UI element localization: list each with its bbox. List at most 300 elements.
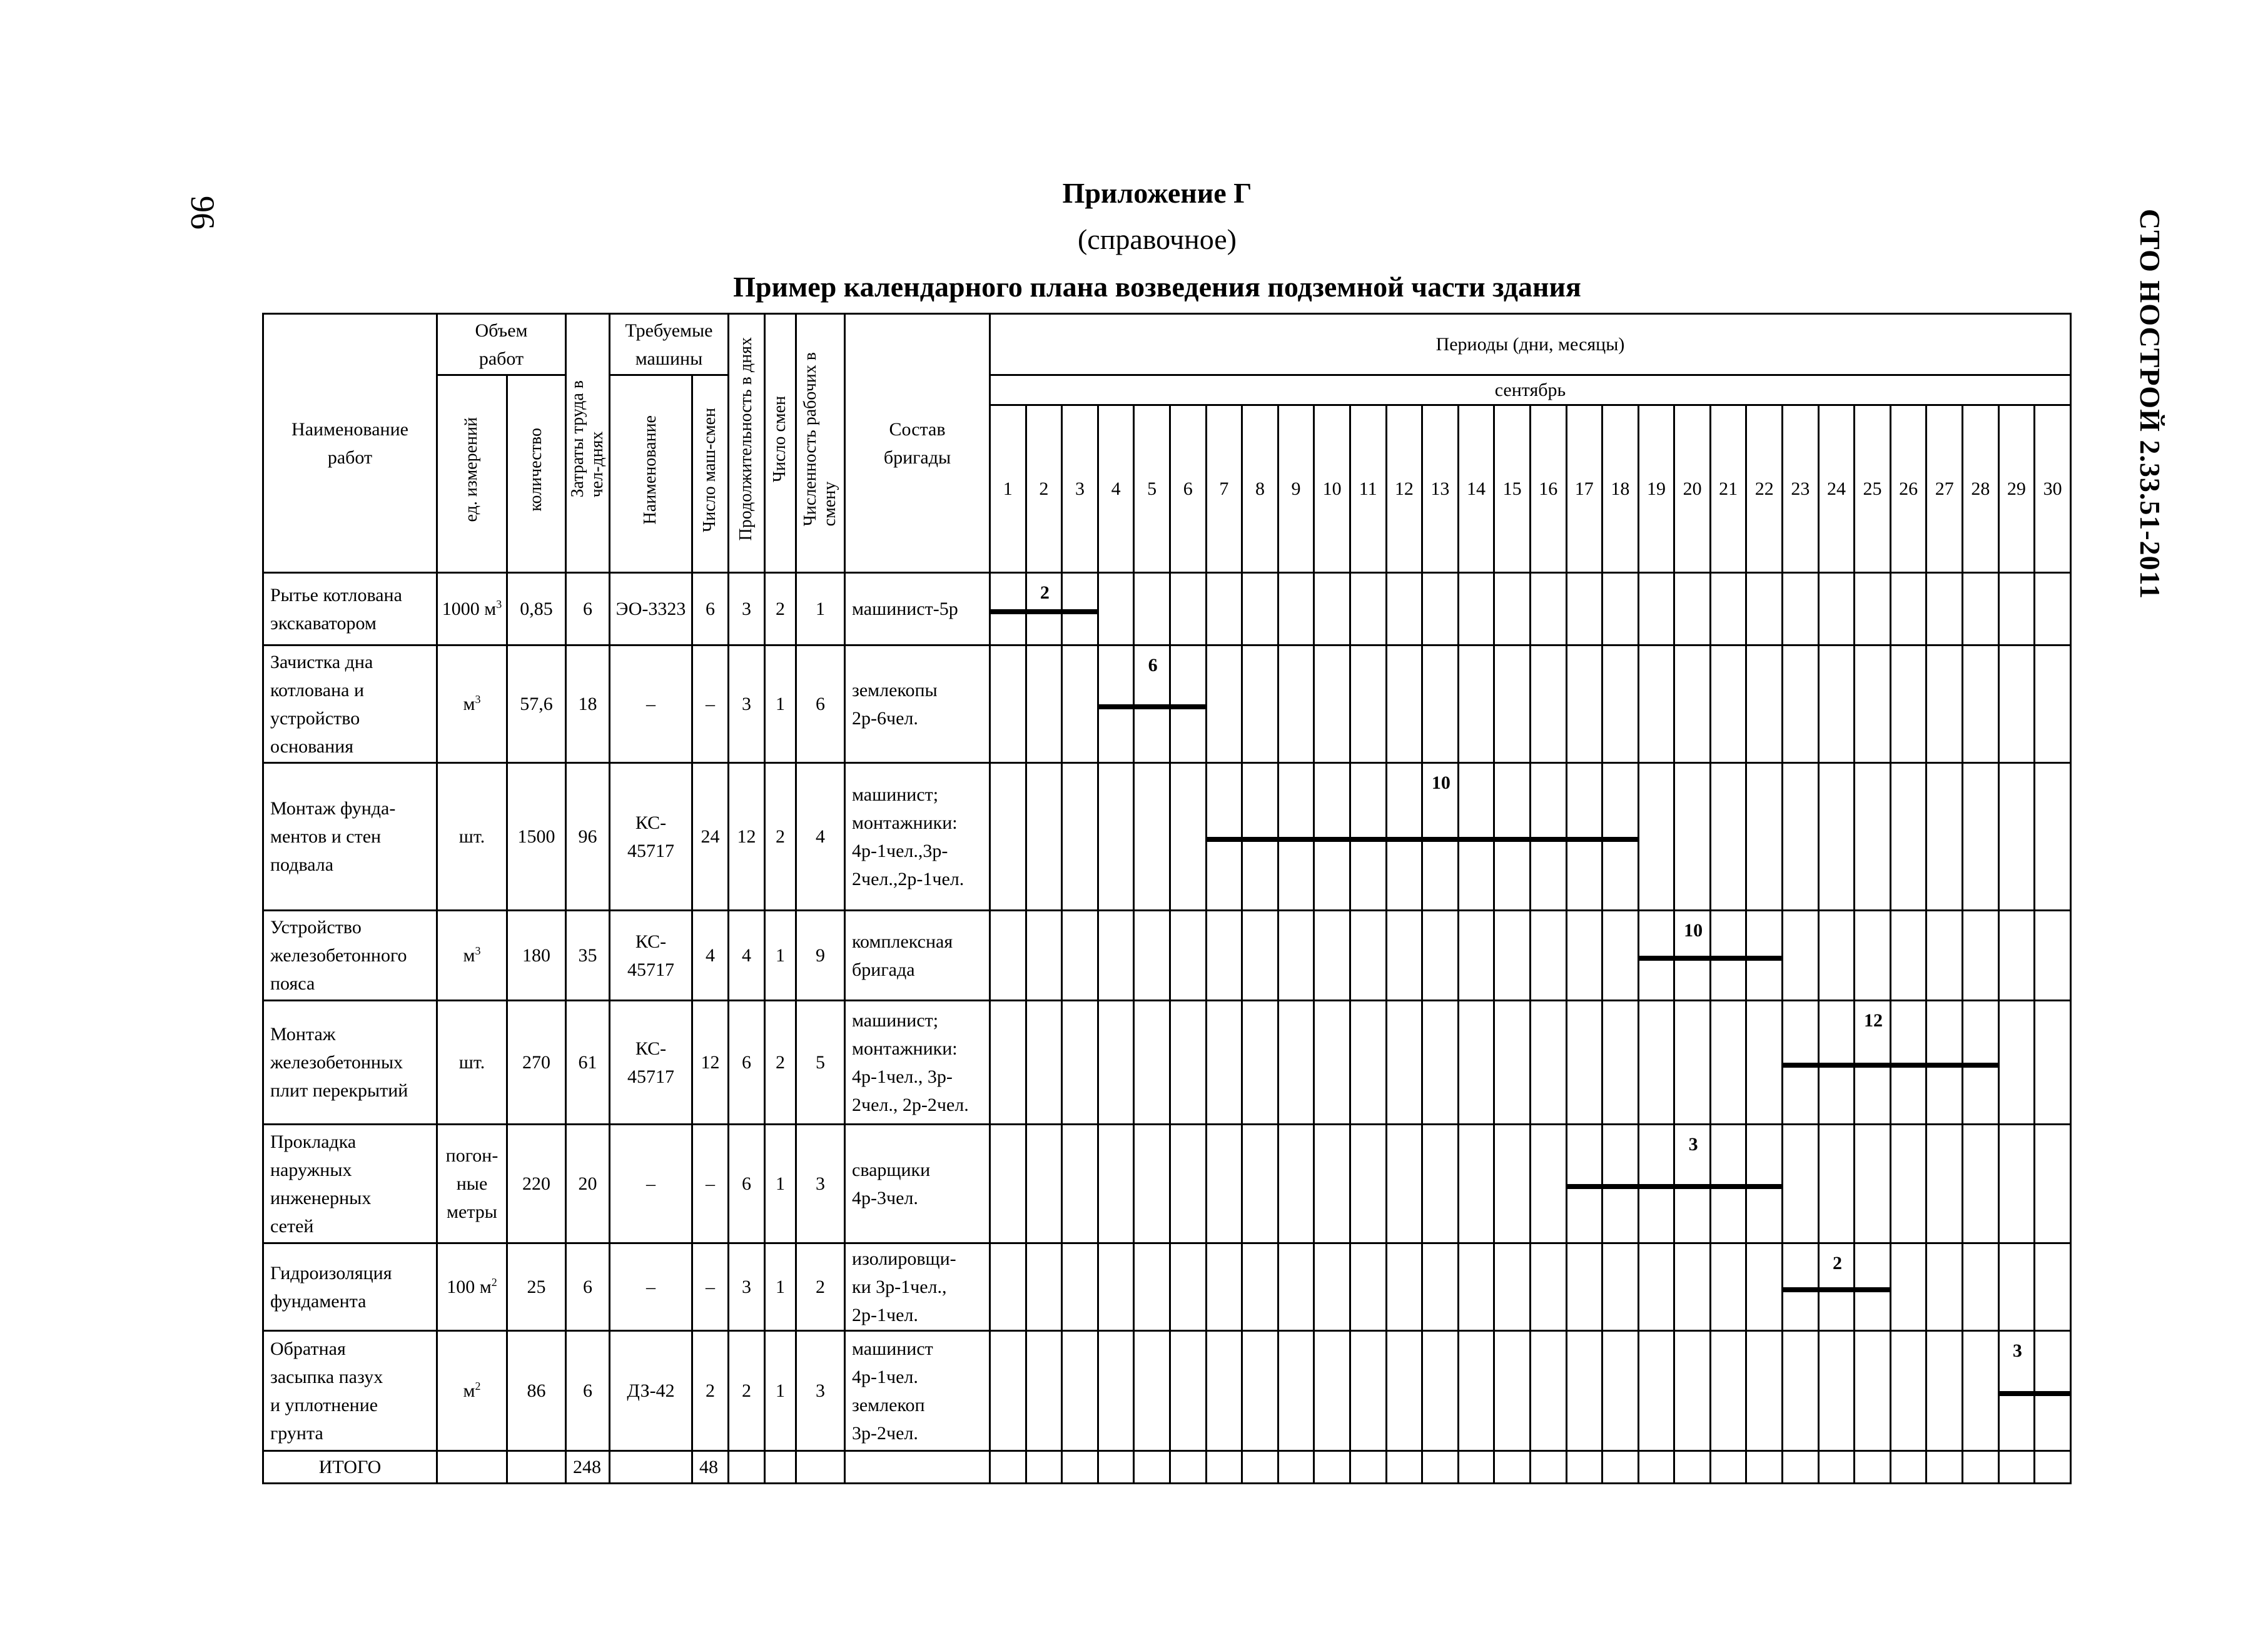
header-shifts-text: Число смен — [770, 395, 790, 483]
header-day-text: 19 — [1646, 478, 1666, 499]
work-duration — [729, 1001, 765, 1125]
gantt-cell — [1530, 1001, 1566, 1125]
total-empty — [1638, 1451, 1674, 1484]
work-brigade-text: комплексная бригада — [852, 931, 953, 980]
gantt-cell — [1638, 1331, 1674, 1451]
work-unit — [437, 911, 507, 1001]
work-workers — [796, 573, 845, 645]
work-unit — [437, 1001, 507, 1125]
gantt-cell — [1566, 645, 1602, 763]
work-workers-text: 9 — [816, 945, 825, 966]
work-labor-text: 6 — [583, 1277, 592, 1297]
gantt-bar-workers-label: 10 — [1431, 772, 1450, 793]
work-workers-text: 2 — [816, 1277, 825, 1297]
gantt-cell — [1566, 1243, 1602, 1331]
gantt-bar-segment — [1818, 1063, 1855, 1068]
work-brigade — [845, 1125, 990, 1243]
gantt-cell — [1998, 1331, 2035, 1451]
gantt-cell — [1026, 1243, 1062, 1331]
gantt-cell — [1170, 1243, 1206, 1331]
gantt-bar-segment — [1890, 1063, 1926, 1068]
work-quantity — [507, 911, 566, 1001]
work-labor — [566, 1243, 610, 1331]
work-machine-text: ЭО-3323 — [615, 599, 686, 619]
header-unit — [437, 375, 507, 573]
gantt-cell — [1602, 573, 1639, 645]
work-labor — [566, 763, 610, 911]
work-labor-text: 18 — [578, 694, 597, 714]
gantt-bar-segment — [1638, 1184, 1674, 1189]
gantt-bar-segment — [1855, 1063, 1891, 1068]
gantt-cell — [1710, 911, 1746, 1001]
total-empty — [845, 1451, 990, 1484]
gantt-cell — [1530, 1243, 1566, 1331]
header-day — [1206, 405, 1242, 573]
work-quantity-text: 1500 — [517, 826, 555, 847]
header-day-text: 27 — [1935, 478, 1954, 499]
work-machine-text: КС- 45717 — [627, 931, 674, 980]
gantt-bar-segment — [991, 609, 1026, 614]
header-day-text: 23 — [1791, 478, 1810, 499]
gantt-cell — [1422, 763, 1459, 911]
gantt-cell — [1783, 645, 1819, 763]
total-row — [263, 1451, 2071, 1484]
gantt-cell — [1062, 1243, 1098, 1331]
work-brigade-text: машинист 4р-1чел. землекоп 3р-2чел. — [852, 1338, 933, 1444]
work-name — [263, 1331, 437, 1451]
header-workers — [796, 314, 845, 573]
gantt-cell — [1674, 1243, 1711, 1331]
gantt-cell — [1314, 763, 1350, 911]
gantt-cell — [1638, 763, 1674, 911]
gantt-cell — [990, 1331, 1026, 1451]
gantt-cell — [1530, 573, 1566, 645]
gantt-cell — [1566, 1001, 1602, 1125]
gantt-cell — [1026, 911, 1062, 1001]
work-shifts — [765, 1331, 796, 1451]
work-labor — [566, 1331, 610, 1451]
gantt-cell — [1783, 573, 1819, 645]
header-day — [1818, 405, 1855, 573]
work-machine-shifts-text: 6 — [706, 599, 715, 619]
gantt-cell — [2035, 1331, 2071, 1451]
gantt-cell — [1062, 573, 1098, 645]
gantt-cell — [1386, 911, 1422, 1001]
header-day — [1278, 405, 1314, 573]
header-periods — [990, 314, 2071, 375]
gantt-cell — [1242, 1331, 1278, 1451]
gantt-bar-workers-label: 2 — [1040, 582, 1050, 603]
gantt-cell — [1134, 573, 1170, 645]
gantt-cell — [1783, 1331, 1819, 1451]
gantt-cell — [1783, 763, 1819, 911]
gantt-cell — [2035, 911, 2071, 1001]
total-empty — [1530, 1451, 1566, 1484]
header-month — [990, 375, 2071, 405]
gantt-cell — [1314, 573, 1350, 645]
gantt-cell — [1422, 573, 1459, 645]
gantt-bar-workers-label: 3 — [2012, 1340, 2022, 1361]
work-machine-shifts — [692, 1243, 729, 1331]
gantt-cell — [1350, 1243, 1386, 1331]
gantt-cell — [1638, 1125, 1674, 1243]
work-machine-text: – — [646, 1173, 656, 1194]
gantt-bar-segment — [2000, 1391, 2035, 1396]
work-machine — [610, 763, 692, 911]
gantt-cell — [1134, 1125, 1170, 1243]
header-day-text: 15 — [1502, 478, 1522, 499]
header-day — [1494, 405, 1531, 573]
gantt-cell — [1530, 763, 1566, 911]
gantt-cell — [1890, 573, 1926, 645]
gantt-cell — [1134, 645, 1170, 763]
header-machines — [610, 314, 729, 375]
gantt-bar-segment — [1567, 1184, 1602, 1189]
gantt-cell — [1062, 1331, 1098, 1451]
work-shifts-text: 1 — [776, 694, 785, 714]
total-empty — [1494, 1451, 1531, 1484]
total-empty — [1098, 1451, 1134, 1484]
gantt-cell — [1855, 1001, 1891, 1125]
calendar-plan-table — [262, 313, 2072, 1484]
work-unit — [437, 645, 507, 763]
header-day — [1566, 405, 1602, 573]
work-name-text: Гидроизоляция фундамента — [270, 1262, 392, 1312]
work-unit-text: 100 м — [447, 1277, 492, 1297]
gantt-cell — [1170, 1001, 1206, 1125]
gantt-cell — [1783, 1001, 1819, 1125]
gantt-cell — [1638, 1001, 1674, 1125]
header-day-text: 1 — [1003, 478, 1013, 499]
gantt-cell — [1278, 1001, 1314, 1125]
gantt-cell — [1963, 573, 1999, 645]
header-day-text: 4 — [1111, 478, 1121, 499]
work-unit — [437, 763, 507, 911]
work-machine-shifts — [692, 1331, 729, 1451]
header-day-text: 13 — [1430, 478, 1450, 499]
work-quantity-text: 270 — [522, 1052, 550, 1073]
header-day — [1314, 405, 1350, 573]
work-name-text: Рытье котлована экскаватором — [270, 584, 402, 634]
work-shifts — [765, 573, 796, 645]
gantt-cell — [1206, 1243, 1242, 1331]
gantt-cell — [990, 763, 1026, 911]
total-empty — [1998, 1451, 2035, 1484]
work-brigade — [845, 573, 990, 645]
total-empty — [1710, 1451, 1746, 1484]
gantt-cell — [2035, 763, 2071, 911]
gantt-cell — [1746, 1125, 1783, 1243]
total-empty — [1062, 1451, 1098, 1484]
gantt-cell — [1350, 573, 1386, 645]
work-machine — [610, 573, 692, 645]
gantt-cell — [1170, 1125, 1206, 1243]
gantt-bar-segment — [1314, 837, 1350, 842]
header-day-text: 16 — [1539, 478, 1558, 499]
gantt-cell — [1674, 763, 1711, 911]
gantt-cell — [1026, 573, 1062, 645]
work-name-text: Обратная засыпка пазух и уплотнение грунта — [270, 1338, 383, 1444]
work-quantity-text: 0,85 — [520, 599, 553, 619]
work-name — [263, 911, 437, 1001]
header-day-text: 18 — [1611, 478, 1630, 499]
work-shifts-text: 1 — [776, 1277, 785, 1297]
total-empty — [1963, 1451, 1999, 1484]
gantt-cell — [1170, 911, 1206, 1001]
work-brigade — [845, 763, 990, 911]
gantt-cell — [1674, 1331, 1711, 1451]
work-name-text: Монтаж железобетонных плит перекрытий — [270, 1024, 408, 1101]
gantt-cell — [1674, 645, 1711, 763]
gantt-cell — [1530, 911, 1566, 1001]
work-brigade-text: землекопы 2р-6чел. — [852, 679, 938, 729]
gantt-cell — [1602, 1125, 1639, 1243]
work-workers-text: 3 — [816, 1380, 825, 1401]
gantt-cell — [1026, 763, 1062, 911]
work-quantity — [507, 645, 566, 763]
gantt-cell — [1242, 911, 1278, 1001]
work-shifts — [765, 1243, 796, 1331]
work-shifts — [765, 763, 796, 911]
gantt-cell — [1458, 645, 1494, 763]
total-empty — [765, 1451, 796, 1484]
gantt-cell — [1963, 1125, 1999, 1243]
header-day-text: 24 — [1826, 478, 1846, 499]
gantt-bar-segment — [1494, 837, 1531, 842]
gantt-cell — [1422, 1125, 1459, 1243]
gantt-bar-segment — [1710, 1184, 1746, 1189]
header-day — [1242, 405, 1278, 573]
gantt-cell — [1314, 1243, 1350, 1331]
header-machines-text: Требуемые машины — [625, 320, 713, 369]
work-machine-text: КС- 45717 — [627, 812, 674, 861]
gantt-cell — [1855, 1243, 1891, 1331]
work-machine-shifts-text: – — [706, 1277, 715, 1297]
gantt-cell — [1530, 1125, 1566, 1243]
gantt-bar-segment — [1602, 837, 1638, 842]
total-empty — [1386, 1451, 1422, 1484]
work-machine — [610, 1125, 692, 1243]
gantt-cell — [1963, 911, 1999, 1001]
header-day — [1098, 405, 1134, 573]
gantt-cell — [1926, 1001, 1963, 1125]
header-day — [1638, 405, 1674, 573]
gantt-bar-segment — [1170, 704, 1205, 709]
gantt-cell — [1242, 573, 1278, 645]
work-unit — [437, 1331, 507, 1451]
gantt-cell — [1674, 911, 1711, 1001]
gantt-cell — [1422, 1001, 1459, 1125]
gantt-cell — [1134, 911, 1170, 1001]
gantt-cell — [1098, 645, 1134, 763]
gantt-cell — [1206, 911, 1242, 1001]
gantt-cell — [1746, 1243, 1783, 1331]
work-shifts-text: 1 — [776, 1380, 785, 1401]
work-duration-text: 2 — [742, 1380, 751, 1401]
work-quantity-text: 86 — [527, 1380, 546, 1401]
gantt-cell — [990, 1243, 1026, 1331]
gantt-cell — [1350, 1125, 1386, 1243]
work-name-text: Прокладка наружных инженерных сетей — [270, 1131, 372, 1237]
gantt-cell — [1278, 1331, 1314, 1451]
header-day-text: 21 — [1719, 478, 1738, 499]
work-labor-text: 96 — [578, 826, 597, 847]
header-day — [1026, 405, 1062, 573]
gantt-cell — [1926, 763, 1963, 911]
work-workers — [796, 1331, 845, 1451]
work-labor-text: 20 — [578, 1173, 597, 1194]
gantt-cell — [1783, 1125, 1819, 1243]
work-row — [263, 1243, 2071, 1331]
gantt-cell — [1818, 1243, 1855, 1331]
work-labor-text: 6 — [583, 1380, 592, 1401]
header-day — [1710, 405, 1746, 573]
header-day — [2035, 405, 2071, 573]
gantt-bar-segment — [1566, 837, 1602, 842]
appendix-title: Приложение Г — [1062, 177, 1252, 209]
work-shifts — [765, 645, 796, 763]
header-periods-text: Периоды (дни, месяцы) — [1435, 334, 1625, 355]
work-workers-text: 6 — [816, 694, 825, 714]
gantt-cell — [1242, 645, 1278, 763]
gantt-cell — [1242, 1243, 1278, 1331]
gantt-cell — [2035, 1125, 2071, 1243]
work-workers — [796, 1125, 845, 1243]
header-volume-text: Объем работ — [475, 320, 528, 369]
gantt-bar-segment — [1855, 1287, 1890, 1292]
header-day-text: 17 — [1574, 478, 1594, 499]
total-empty — [1746, 1451, 1783, 1484]
gantt-cell — [1890, 911, 1926, 1001]
work-duration-text: 6 — [742, 1052, 751, 1073]
gantt-cell — [1206, 763, 1242, 911]
work-unit-text: шт. — [458, 826, 485, 847]
work-duration — [729, 1331, 765, 1451]
gantt-cell — [1818, 1331, 1855, 1451]
work-name — [263, 1001, 437, 1125]
work-shifts-text: 2 — [776, 599, 785, 619]
gantt-cell — [1062, 763, 1098, 911]
header-shifts — [765, 314, 796, 573]
work-labor — [566, 1125, 610, 1243]
gantt-cell — [990, 573, 1026, 645]
header-workers-text: Численность рабочих в смену — [800, 352, 839, 527]
gantt-cell — [1386, 1331, 1422, 1451]
work-workers — [796, 1243, 845, 1331]
work-unit-exponent: 2 — [491, 1276, 497, 1288]
gantt-cell — [1170, 645, 1206, 763]
gantt-cell — [1386, 1243, 1422, 1331]
work-quantity — [507, 1243, 566, 1331]
gantt-cell — [1818, 911, 1855, 1001]
work-duration — [729, 911, 765, 1001]
gantt-cell — [1098, 911, 1134, 1001]
header-day-text: 7 — [1219, 478, 1229, 499]
gantt-bar-segment — [1207, 837, 1242, 842]
work-unit — [437, 1125, 507, 1243]
gantt-cell — [1926, 1125, 1963, 1243]
gantt-cell — [1314, 1125, 1350, 1243]
work-machine-text: КС- 45717 — [627, 1038, 674, 1087]
gantt-cell — [1422, 645, 1459, 763]
work-machine-shifts — [692, 645, 729, 763]
gantt-bar-segment — [1926, 1063, 1963, 1068]
header-day — [1170, 405, 1206, 573]
header-unit-text: ед. измерений — [462, 417, 482, 522]
work-labor — [566, 911, 610, 1001]
total-empty — [1134, 1451, 1170, 1484]
total-empty — [1278, 1451, 1314, 1484]
gantt-cell — [1062, 1125, 1098, 1243]
gantt-bar-segment — [1746, 956, 1781, 961]
gantt-bar-workers-label: 6 — [1148, 655, 1158, 676]
total-machine-shifts-text: 48 — [699, 1457, 718, 1477]
header-day — [1998, 405, 2035, 573]
gantt-cell — [1818, 1125, 1855, 1243]
total-empty — [1855, 1451, 1891, 1484]
header-brigade-text: Состав бригады — [883, 418, 951, 468]
gantt-cell — [1746, 645, 1783, 763]
gantt-cell — [1602, 1243, 1639, 1331]
work-machine — [610, 911, 692, 1001]
header-day — [1674, 405, 1711, 573]
work-unit-exponent: 2 — [475, 1380, 481, 1392]
work-quantity-text: 25 — [527, 1277, 546, 1297]
gantt-cell — [1855, 573, 1891, 645]
total-machine-shifts — [692, 1451, 729, 1484]
gantt-cell — [1566, 1331, 1602, 1451]
gantt-bar-segment — [1818, 1287, 1855, 1292]
gantt-cell — [1890, 763, 1926, 911]
work-name-text: Монтаж фунда- ментов и стен подвала — [270, 798, 396, 875]
gantt-cell — [1458, 763, 1494, 911]
gantt-bar-segment — [1710, 956, 1746, 961]
gantt-cell — [1278, 911, 1314, 1001]
total-empty — [990, 1451, 1026, 1484]
gantt-bar-workers-label: 2 — [1832, 1253, 1842, 1273]
header-day — [1602, 405, 1639, 573]
gantt-cell — [1134, 1331, 1170, 1451]
work-machine-shifts — [692, 763, 729, 911]
work-brigade — [845, 1001, 990, 1125]
gantt-cell — [1746, 911, 1783, 1001]
gantt-cell — [1710, 763, 1746, 911]
gantt-cell — [2035, 645, 2071, 763]
work-row — [263, 763, 2071, 911]
gantt-cell — [1602, 1331, 1639, 1451]
header-day-text: 28 — [1971, 478, 1990, 499]
work-duration — [729, 645, 765, 763]
work-duration — [729, 1243, 765, 1331]
gantt-cell — [1422, 1243, 1459, 1331]
work-labor — [566, 1001, 610, 1125]
gantt-cell — [1963, 645, 1999, 763]
gantt-bar-segment — [1386, 837, 1422, 842]
total-label — [263, 1451, 437, 1484]
gantt-cell — [1890, 1331, 1926, 1451]
gantt-cell — [1350, 645, 1386, 763]
work-shifts — [765, 911, 796, 1001]
work-name — [263, 763, 437, 911]
work-machine-shifts — [692, 1001, 729, 1125]
work-duration-text: 6 — [742, 1173, 751, 1194]
gantt-cell — [1422, 1331, 1459, 1451]
total-empty — [1170, 1451, 1206, 1484]
header-day-text: 3 — [1075, 478, 1085, 499]
work-row — [263, 911, 2071, 1001]
gantt-cell — [1458, 573, 1494, 645]
total-labor-text: 248 — [573, 1457, 601, 1477]
